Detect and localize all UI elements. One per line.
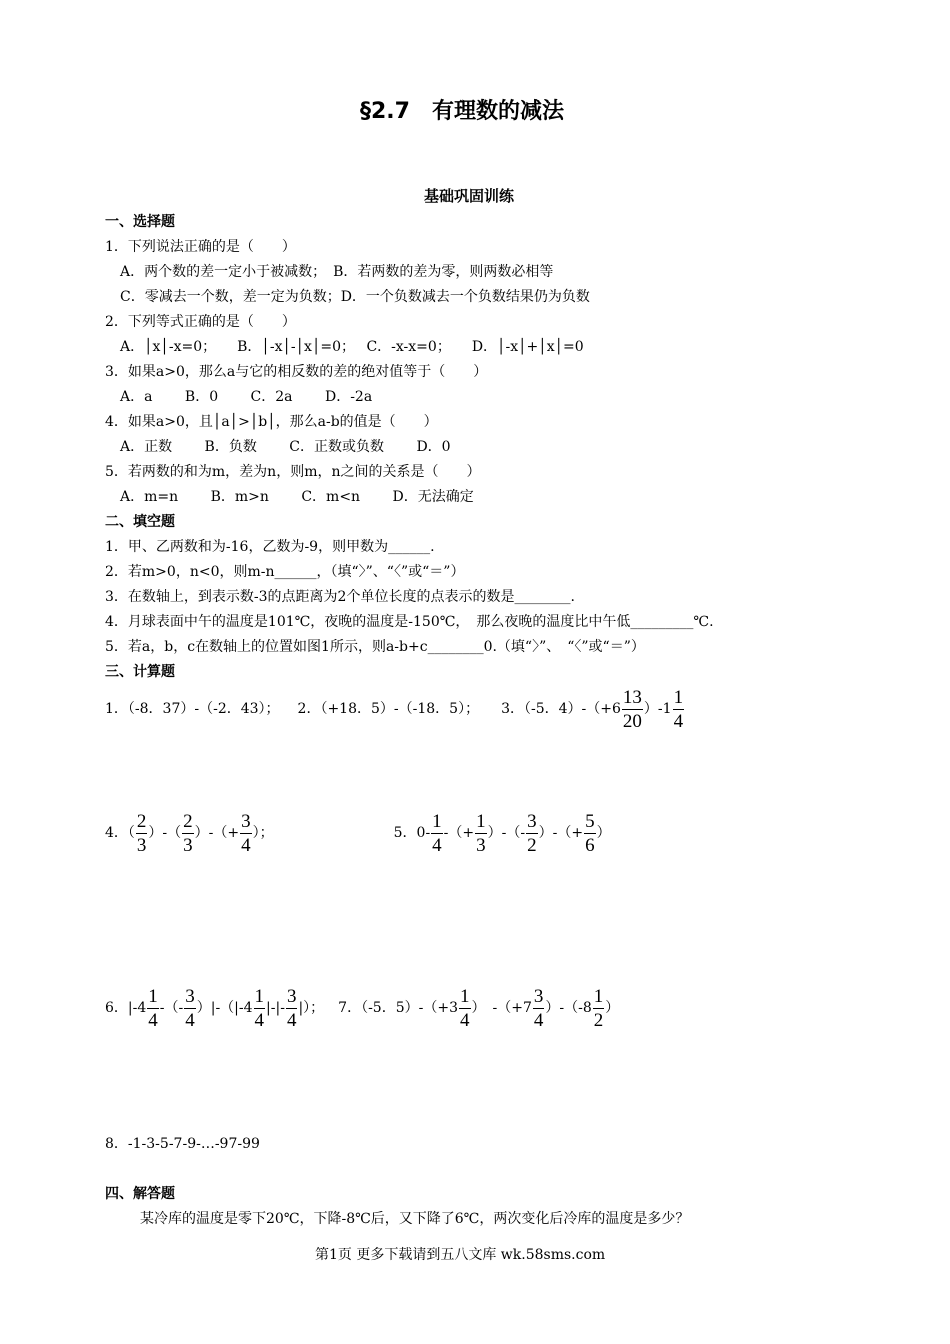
section-subtitle: 基础巩固训练 — [424, 187, 515, 205]
fraction: $\frac{3}{4}$ — [286, 985, 297, 1031]
fraction: $\frac{1}{4}$ — [432, 810, 442, 856]
choice-q2-options: A．│x│-x=0； B．│-x│-│x│=0； C．-x-x=0； D．│-x│+│x│=0 — [120, 339, 584, 355]
answer-q1: 某冷库的温度是零下20℃，下降-8℃后，又下降了6℃，两次变化后冷库的温度是多少？ — [140, 1211, 690, 1227]
calc-problem-7: 7．（-5．5）-（+3 $\frac{1}{4}$ ） -（+7 $\frac{3}{4}$ ）-（-8 $\frac{1}{2}$ ） — [338, 985, 620, 1031]
choice-q4-stem: 4．如果a>0，且│a│>│b│，那么a-b的值是（ ） — [105, 414, 438, 430]
section-heading-calc: 三、计算题 — [105, 664, 175, 680]
fraction: $\frac{1}{2}$ — [593, 985, 604, 1031]
fraction: $\frac{3}{4}$ — [533, 985, 544, 1031]
fraction: $\frac{2}{3}$ — [136, 810, 147, 856]
calc-problem-2: 2．（+18．5）-（-18．5）； — [297, 701, 480, 717]
section-heading-choice: 一、选择题 — [105, 214, 175, 230]
page-title: §2.7 有理数的减法 — [360, 99, 564, 124]
calc-problem-3: 3．（-5．4）-（+6 $\frac{13}{20}$ ）-1 $\frac{1}{4}$ — [501, 686, 684, 732]
fraction: $\frac{13}{20}$ — [622, 686, 642, 732]
choice-q1-stem: 1．下列说法正确的是（ ） — [105, 239, 296, 255]
fraction: $\frac{2}{3}$ — [183, 810, 193, 856]
choice-q1-options-a-b: A．两个数的差一定小于被减数； B．若两数的差为零，则两数必相等 — [120, 264, 554, 280]
calc-problem-1: 1．（-8．37）-（-2．43）； — [105, 701, 280, 717]
fraction: $\frac{1}{4}$ — [673, 686, 684, 732]
calc-problem-8: 8．-1-3-5-7-9-…-97-99 — [105, 1136, 260, 1152]
fraction: $\frac{1}{4}$ — [460, 985, 470, 1031]
choice-q3-options: A．a B．0 C．2a D．-2a — [120, 389, 373, 405]
choice-q3-stem: 3．如果a>0，那么a与它的相反数的差的绝对值等于（ ） — [105, 364, 488, 380]
calc-row-2 — [105, 810, 611, 856]
fill-q5: 5．若a，b，c在数轴上的位置如图1所示，则a-b+c________0.（填“〉”、 “〈”或“＝”） — [105, 639, 645, 655]
fraction: $\frac{1}{4}$ — [254, 985, 265, 1031]
fill-q1: 1．甲、乙两数和为-16，乙数为-9，则甲数为______. — [105, 539, 435, 555]
fraction: $\frac{3}{2}$ — [527, 810, 537, 856]
choice-q1-options-c-d: C．零减去一个数，差一定为负数；D．一个负数减去一个负数结果仍为负数 — [120, 289, 590, 305]
fraction: $\frac{1}{3}$ — [476, 810, 486, 856]
choice-q5-options: A．m=n B．m>n C．m<n D．无法确定 — [120, 489, 474, 505]
fraction: $\frac{3}{4}$ — [185, 985, 195, 1031]
choice-q4-options: A．正数 B．负数 C．正数或负数 D．0 — [120, 439, 451, 455]
fraction: $\frac{3}{4}$ — [241, 810, 251, 856]
choice-q5-stem: 5．若两数的和为m，差为n，则m，n之间的关系是（ ） — [105, 464, 481, 480]
calc-problem-6: 6．|-4 $\frac{1}{4}$ -（- $\frac{3}{4}$ ）|-（|-4 $\frac{1}{4}$ |-|- $\frac{3}{4}$ |）； — [105, 985, 325, 1031]
calc-problem-5: 5．0- $\frac{1}{4}$ -（+ $\frac{1}{3}$ ）-（- $\frac{3}{2}$ ）-（+ $\frac{5}{6}$ ） — [393, 810, 611, 856]
calc-problem-4: 4．（ $\frac{2}{3}$ ）-（ $\frac{2}{3}$ ）-（+ $\frac{3}{4}$ ）； — [105, 810, 274, 856]
fill-q4: 4．月球表面中午的温度是101℃，夜晚的温度是-150℃， 那么夜晚的温度比中午低_________℃. — [105, 614, 714, 630]
choice-q2-stem: 2．下列等式正确的是（ ） — [105, 314, 296, 330]
section-heading-answer: 四、解答题 — [105, 1186, 175, 1202]
section-heading-fill: 二、填空题 — [105, 514, 175, 530]
calc-row-3 — [105, 985, 619, 1031]
fill-q2: 2．若m>0，n<0，则m-n______，（填“〉”、“〈”或“＝”） — [105, 564, 465, 580]
page-footer: 第1页 更多下载请到五八文库 wk.58sms.com — [315, 1247, 606, 1263]
fill-q3: 3．在数轴上，到表示数-3的点距离为2个单位长度的点表示的数是________. — [105, 589, 575, 605]
fraction: $\frac{1}{4}$ — [148, 985, 158, 1031]
fraction: $\frac{5}{6}$ — [585, 810, 595, 856]
calc-row-1 — [105, 686, 685, 732]
